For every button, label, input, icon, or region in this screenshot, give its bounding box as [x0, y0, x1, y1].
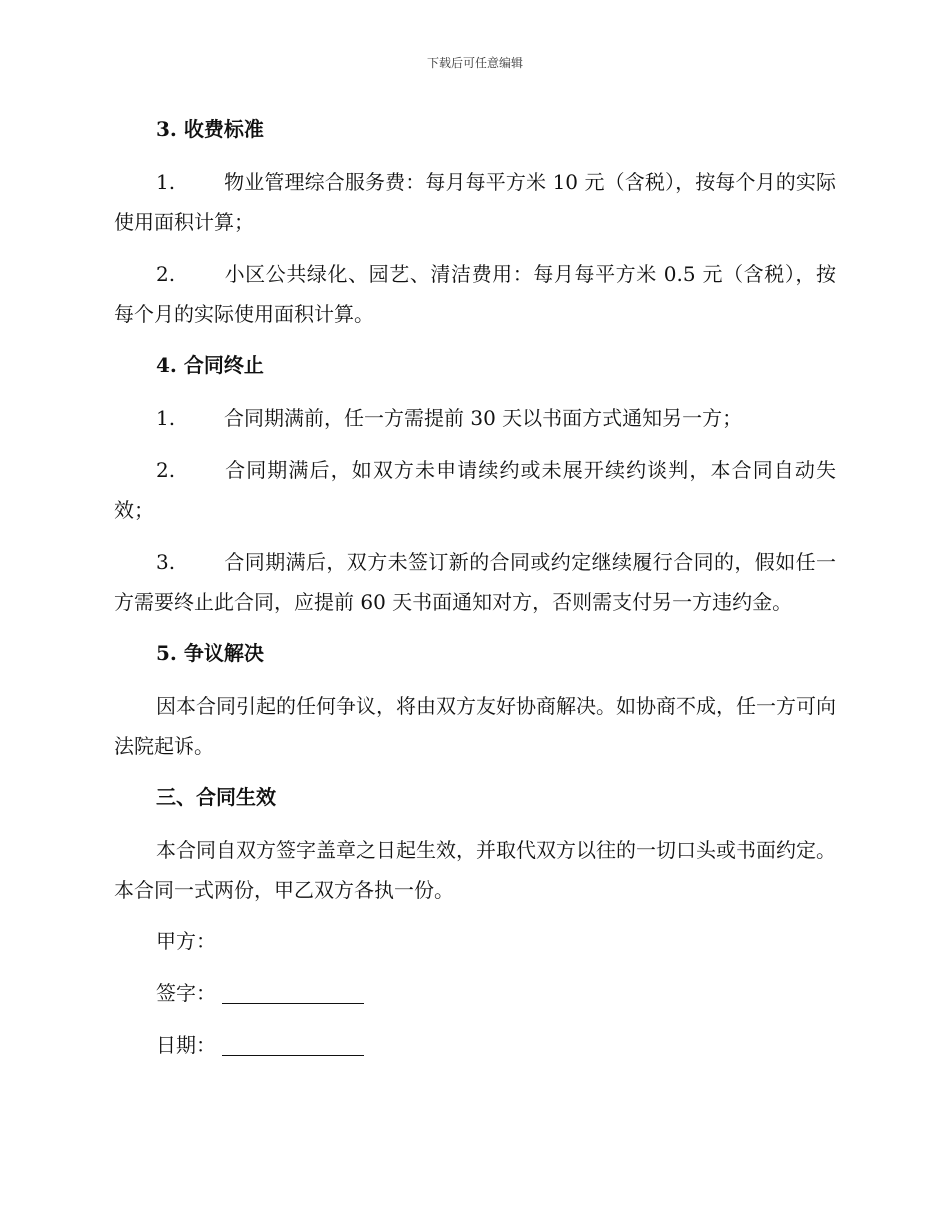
sign-label: 签字：	[156, 981, 216, 1005]
section-title-termination: 4. 合同终止	[156, 353, 264, 377]
section-title-dispute: 5. 争议解决	[156, 641, 264, 665]
termination-item-2	[114, 450, 836, 530]
termination-item-1	[114, 398, 836, 438]
item-text: 小区公共绿化、园艺、清洁费用：每月每平方米 0.5 元（含税），按每个月的实际使用面积计算。	[114, 262, 836, 326]
signature-line	[222, 981, 364, 1004]
item-text: 物业管理综合服务费：每月每平方米 10 元（含税），按每个月的实际使用面积计算；	[114, 170, 836, 234]
section-title-fee: 3. 收费标准	[156, 117, 264, 141]
item-text: 合同期满前，任一方需提前 30 天以书面方式通知另一方；	[224, 406, 743, 430]
fee-item-1	[114, 162, 836, 242]
item-number: 3.	[156, 550, 176, 574]
effective-paragraph: 本合同自双方签字盖章之日起生效，并取代双方以往的一切口头或书面约定。本合同一式两份，甲乙双方各执一份。	[114, 838, 836, 902]
termination-item-3	[114, 542, 836, 622]
page-header: 下载后可任意编辑	[426, 56, 523, 70]
party-a-label: 甲方：	[156, 929, 216, 953]
item-text: 合同期满后，双方未签订新的合同或约定继续履行合同的，假如任一方需要终止此合同，应提前 60 天书面通知对方，否则需支付另一方违约金。	[114, 550, 836, 614]
section-title-effective: 三、合同生效	[156, 785, 276, 809]
dispute-paragraph: 因本合同引起的任何争议，将由双方友好协商解决。如协商不成，任一方可向法院起诉。	[114, 694, 836, 758]
date-line	[222, 1033, 364, 1056]
document-body	[114, 110, 836, 1078]
item-text: 合同期满后，如双方未申请续约或未展开续约谈判，本合同自动失效；	[114, 458, 836, 522]
item-number: 2.	[156, 262, 176, 286]
item-number: 1.	[156, 406, 176, 430]
date-row	[156, 1026, 836, 1064]
item-number: 2.	[156, 458, 176, 482]
item-number: 1.	[156, 170, 176, 194]
date-label: 日期：	[156, 1033, 216, 1057]
fee-item-2	[114, 254, 836, 334]
signature-row	[156, 974, 836, 1012]
